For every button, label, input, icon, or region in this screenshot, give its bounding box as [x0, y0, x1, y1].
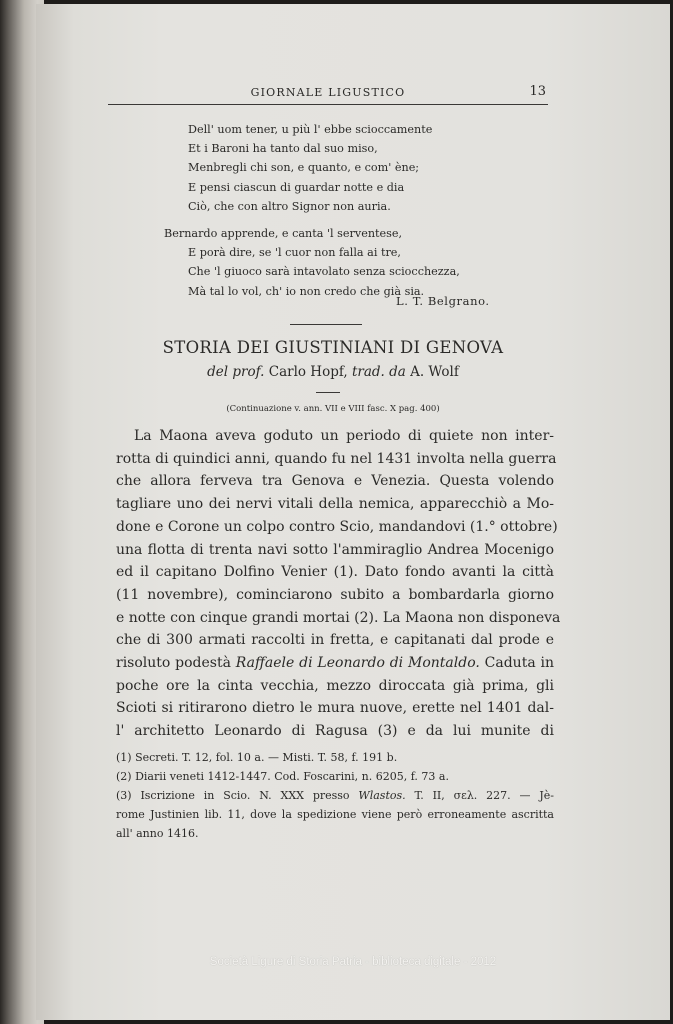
- page-header: [108, 82, 548, 105]
- poem-line: Mà tal lo vol, ch' io non credo che già sia.: [188, 284, 425, 298]
- article-title: STORIA DEI GIUSTINIANI DI GENOVA: [162, 338, 504, 357]
- body-line: ed il capitano Dolfino Venier (1). Dato fondo avanti la città: [116, 564, 554, 581]
- body-line: (11 novembre), cominciarono subito a bombardarla giorno: [116, 586, 554, 603]
- section-divider: [290, 324, 362, 325]
- running-title: GIORNALE LIGUSTICO: [250, 86, 406, 99]
- article-author: [96, 364, 570, 380]
- article-body: [116, 425, 561, 743]
- body-line: done e Corone un colpo contro Scio, mandandovi (1.° ottobre): [116, 518, 558, 535]
- body-line-mixed: risoluto podestà Raffaele di Leonardo di Montaldo. Caduta in: [116, 655, 555, 672]
- body-line: l' architetto Leonardo di Ragusa (3) e da lui munite di: [116, 723, 554, 740]
- poem-line: Dell' uom tener, u più l' ebbe scioccamente: [188, 123, 433, 136]
- body-line: che di 300 armati raccolti in fretta, e capitanati dal prode e: [116, 632, 554, 649]
- book-page: [36, 4, 670, 1020]
- body-line: e notte con cinque grandi mortai (2). La Maona non disponeva: [116, 609, 561, 626]
- poem-line: Bernardo apprende, e canta 'l serventese,: [164, 227, 403, 241]
- poem-signature: L. T. Belgrano.: [396, 294, 490, 308]
- body-line: Scioti si ritirarono dietro le mura nuove, erette nel 1401 dal-: [116, 700, 554, 717]
- translator-name: A. Wolf: [410, 364, 459, 380]
- body-line: tagliare uno dei nervi vitali della nemica, apparecchiò a Mo-: [116, 496, 554, 513]
- body-line: che allora ferveva tra Genova e Venezia. Questa volendo: [116, 473, 554, 490]
- continuation-note: (Continuazione v. ann. VII e VIII fasc. X pag. 400): [226, 404, 440, 414]
- author-prefix: del prof.: [207, 364, 265, 380]
- poem-line: Ciò, che con altro Signor non auria.: [188, 199, 391, 213]
- poem-line: Che 'l giuoco sarà intavolato senza sciocchezza,: [188, 265, 460, 279]
- poem: [164, 120, 460, 301]
- page-number: 13: [529, 84, 546, 99]
- body-line: La Maona aveva goduto un periodo di quiete non inter-: [134, 428, 554, 444]
- poem-line: E pensi ciascun di guardar notte e dia: [188, 180, 405, 194]
- footnote-3: (3) Iscrizione in Scio. N. XXX presso Wlastos. T. II, σελ. 227. — Jè-: [116, 789, 554, 802]
- poem-line: Menbregli chi son, e quanto, e com' ène;: [188, 161, 420, 175]
- footnote-3-author: Wlastos.: [358, 789, 406, 802]
- body-line: poche ore la cinta vecchia, mezzo diroccata già prima, gli: [116, 677, 554, 694]
- footnote-3-line-3: all' anno 1416.: [116, 827, 199, 840]
- footnote-2: (2) Diarii veneti 1412-1447. Cod. Foscarini, n. 6205, f. 73 a.: [116, 770, 449, 783]
- footnote-3-line-2: rome Justinien lib. 11, dove la spedizione viene però erroneamente ascritta: [116, 808, 554, 821]
- footnotes: [116, 748, 554, 843]
- body-line: rotta di quindici anni, quando fu nel 1431 involta nella guerra: [116, 450, 557, 467]
- poem-line: E porà dire, se 'l cuor non falla ai tre,: [188, 246, 401, 260]
- poem-line: Et i Baroni ha tanto dal suo miso,: [188, 142, 378, 156]
- author-name: Carlo Hopf,: [268, 364, 348, 380]
- footnote-1: (1) Secreti. T. 12, fol. 10 a. — Misti. T. 58, f. 191 b.: [116, 751, 398, 764]
- title-divider: [316, 392, 340, 393]
- body-line: una flotta di trenta navi sotto l'ammiraglio Andrea Mocenigo: [116, 541, 554, 558]
- podesta-name: Raffaele di Leonardo di Montaldo.: [235, 655, 480, 672]
- translator-prefix: trad. da: [351, 364, 406, 380]
- digital-library-credit: Società Ligure di Storia Patria - biblioteca digitale - 2012: [209, 956, 497, 968]
